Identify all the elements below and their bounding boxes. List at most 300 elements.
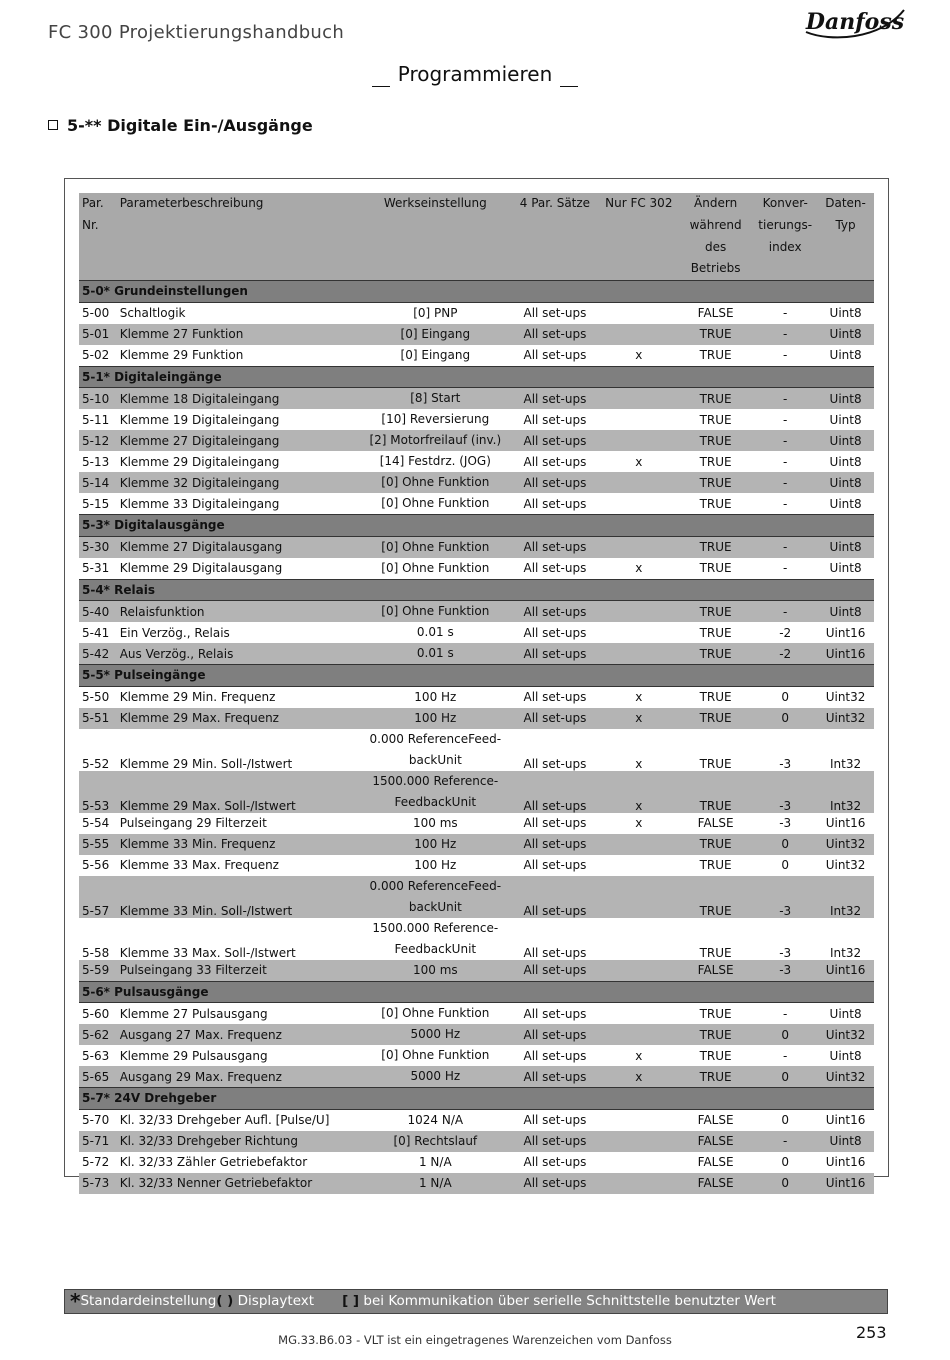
fc302-flag: x <box>635 348 643 363</box>
default-value-line: 1500.000 Reference- <box>372 920 499 935</box>
default-value-line: 0.01 s <box>416 646 454 661</box>
default-value-line: [0] Ohne Funktion <box>381 604 490 619</box>
param-number: 5-50 <box>82 690 110 705</box>
default-value-line: 100 Hz <box>414 857 457 872</box>
data-type: Uint32 <box>825 858 866 873</box>
setups-value: All set-ups <box>523 1113 587 1128</box>
param-number: 5-71 <box>79 1131 117 1152</box>
default-value-line: 100 ms <box>412 962 458 977</box>
left-dash <box>372 86 390 88</box>
param-description: Pulseingang 29 Filterzeit <box>119 816 267 831</box>
conversion-index: 0 <box>781 858 789 873</box>
change-during-operation: TRUE <box>699 348 732 363</box>
fc302-flag <box>600 876 678 918</box>
group-header-row <box>79 366 874 388</box>
default-value-line: [0] Ohne Funktion <box>381 539 490 554</box>
param-number: 5-14 <box>79 472 117 493</box>
change-during-operation: TRUE <box>699 1006 732 1021</box>
fc302-flag: x <box>635 690 643 705</box>
param-number: 5-55 <box>79 834 117 855</box>
table-row <box>79 813 874 834</box>
table-row <box>79 729 874 771</box>
default-value-line: [0] Ohne Funktion <box>381 496 490 511</box>
setups-value: All set-ups <box>510 771 599 813</box>
setups-value: All set-ups <box>523 756 587 771</box>
param-number: 5-42 <box>79 643 117 665</box>
param-number: 5-57 <box>79 876 117 918</box>
default-value-line: FeedbackUnit <box>394 941 477 956</box>
setups-value: All set-ups <box>510 601 599 623</box>
default-value-line: [0] Eingang <box>400 326 471 341</box>
data-type: Uint8 <box>817 601 874 623</box>
param-number: 5-62 <box>79 1024 117 1045</box>
param-number: 5-11 <box>82 412 110 427</box>
change-during-operation: TRUE <box>678 536 753 558</box>
header-fc302: Nur FC 302 <box>600 193 678 281</box>
table-row <box>79 345 874 367</box>
table-row <box>79 324 874 345</box>
group-header-row <box>79 281 874 303</box>
default-value <box>360 1045 510 1066</box>
conversion-index: - <box>753 1131 817 1152</box>
param-description: Klemme 27 Digitaleingang <box>117 430 361 451</box>
data-type: Int32 <box>830 756 862 771</box>
default-value-line: [0] Ohne Funktion <box>381 1006 490 1021</box>
group-title: 5-5* Pulseingänge <box>79 665 874 687</box>
param-description: Klemme 33 Min. Frequenz <box>117 834 361 855</box>
table-body <box>79 281 874 1194</box>
param-number: 5-54 <box>82 816 110 831</box>
legend-paren-text: Displaytext <box>237 1293 315 1309</box>
default-value <box>360 729 510 771</box>
setups-value: All set-ups <box>510 643 599 665</box>
setups-value: All set-ups <box>523 1155 587 1170</box>
default-value <box>360 451 510 472</box>
fc302-flag <box>600 1173 678 1194</box>
default-value <box>360 708 510 729</box>
change-during-operation: TRUE <box>699 756 732 771</box>
param-number: 5-01 <box>79 324 117 345</box>
data-type: Uint8 <box>829 454 862 469</box>
default-value <box>360 388 510 410</box>
default-value <box>360 855 510 876</box>
setups-value: All set-ups <box>510 472 599 493</box>
parameter-table <box>79 193 874 1194</box>
param-number: 5-51 <box>79 708 117 729</box>
fc302-flag: x <box>635 561 643 576</box>
param-number: 5-53 <box>79 771 117 813</box>
default-value-line: 100 Hz <box>414 836 457 851</box>
default-value-line: 1 N/A <box>418 1154 452 1169</box>
data-type: Uint16 <box>825 625 866 640</box>
param-number: 5-10 <box>79 388 117 410</box>
fc302-flag: x <box>600 708 678 729</box>
table-row <box>79 1173 874 1194</box>
table-row <box>79 1066 874 1088</box>
change-during-operation: FALSE <box>678 960 753 982</box>
param-description: Klemme 18 Digitaleingang <box>117 388 361 410</box>
default-value-line: 100 ms <box>412 815 458 830</box>
conversion-index: - <box>753 536 817 558</box>
default-value <box>360 1131 510 1152</box>
table-row <box>79 493 874 515</box>
param-number: 5-15 <box>82 496 110 511</box>
default-value <box>360 302 510 324</box>
param-number: 5-12 <box>79 430 117 451</box>
group-title: 5-4* Relais <box>79 579 874 601</box>
data-type: Uint32 <box>817 708 874 729</box>
default-value-line: [8] Start <box>410 391 461 406</box>
param-description: Pulseingang 33 Filterzeit <box>117 960 361 982</box>
setups-value: All set-ups <box>523 1006 587 1021</box>
setups-value: All set-ups <box>523 690 587 705</box>
conversion-index: - <box>783 1006 788 1021</box>
group-header-row <box>79 579 874 601</box>
fc302-flag: x <box>600 1066 678 1088</box>
change-during-operation: FALSE <box>697 1113 734 1128</box>
default-value-line: 100 Hz <box>414 689 457 704</box>
legend-bar <box>64 1289 888 1314</box>
param-number: 5-59 <box>79 960 117 982</box>
default-value <box>360 876 510 918</box>
setups-value: All set-ups <box>510 876 599 918</box>
change-during-operation: FALSE <box>678 1173 753 1194</box>
setups-value: All set-ups <box>510 1024 599 1045</box>
data-type: Uint8 <box>817 472 874 493</box>
change-during-operation: TRUE <box>699 625 732 640</box>
conversion-index: 0 <box>753 1173 817 1194</box>
change-during-operation: TRUE <box>699 690 732 705</box>
setups-value: All set-ups <box>523 306 587 321</box>
fc302-flag <box>600 388 678 410</box>
param-number: 5-40 <box>79 601 117 623</box>
paren-symbol: ( ) <box>216 1293 234 1309</box>
conversion-index: -3 <box>779 945 792 960</box>
danfoss-logo <box>800 2 910 46</box>
change-during-operation: TRUE <box>699 945 732 960</box>
setups-value: All set-ups <box>523 348 587 363</box>
data-type: Uint8 <box>829 496 862 511</box>
change-during-operation: TRUE <box>699 561 732 576</box>
header-type: Daten- Typ <box>817 193 874 281</box>
default-value-line: 0.000 ReferenceFeed- <box>369 878 502 893</box>
checkbox-square-icon <box>48 120 58 130</box>
default-value <box>360 1024 510 1045</box>
setups-value: All set-ups <box>523 412 587 427</box>
param-description: Klemme 33 Digitaleingang <box>119 496 280 511</box>
data-type: Int32 <box>817 771 874 813</box>
conversion-index: 0 <box>781 1155 789 1170</box>
param-description: Klemme 27 Digitalausgang <box>117 536 361 558</box>
change-during-operation: FALSE <box>697 306 734 321</box>
param-number: 5-02 <box>82 348 110 363</box>
default-value-line: backUnit <box>408 899 462 914</box>
section-title: 5-** Digitale Ein-/Ausgänge <box>67 116 313 135</box>
param-description: Kl. 32/33 Zähler Getriebefaktor <box>119 1155 308 1170</box>
default-value-line: [10] Reversierung <box>381 412 490 427</box>
setups-value: All set-ups <box>523 816 587 831</box>
conversion-index: -2 <box>779 625 792 640</box>
default-value <box>360 622 510 643</box>
table-row <box>79 876 874 918</box>
default-value-line: [0] Ohne Funktion <box>381 475 490 490</box>
change-during-operation: TRUE <box>678 708 753 729</box>
default-value-line: 1500.000 Reference- <box>372 773 499 788</box>
fc302-flag <box>600 536 678 558</box>
param-description: Klemme 27 Pulsausgang <box>119 1006 268 1021</box>
data-type: Uint16 <box>825 816 866 831</box>
setups-value: All set-ups <box>510 1131 599 1152</box>
data-type: Uint8 <box>829 348 862 363</box>
conversion-index: - <box>753 388 817 410</box>
conversion-index: 0 <box>753 1066 817 1088</box>
setups-value: All set-ups <box>510 1066 599 1088</box>
fc302-flag <box>600 430 678 451</box>
data-type: Uint8 <box>817 430 874 451</box>
param-description: Aus Verzög., Relais <box>117 643 361 665</box>
data-type: Uint8 <box>829 412 862 427</box>
default-value <box>360 493 510 515</box>
change-during-operation: FALSE <box>697 1155 734 1170</box>
bracket-symbol: [ ] <box>342 1293 360 1309</box>
change-during-operation: TRUE <box>678 388 753 410</box>
change-during-operation: TRUE <box>678 324 753 345</box>
group-title: 5-7* 24V Drehgeber <box>79 1088 874 1110</box>
param-number: 5-41 <box>82 625 110 640</box>
param-description: Schaltlogik <box>119 306 186 321</box>
fc302-flag <box>600 1152 678 1173</box>
param-description: Relaisfunktion <box>117 601 361 623</box>
star-symbol: * <box>70 1289 81 1313</box>
table-row <box>79 451 874 472</box>
setups-value: All set-ups <box>510 960 599 982</box>
param-description: Klemme 19 Digitaleingang <box>119 412 280 427</box>
fc302-flag <box>600 1003 678 1025</box>
conversion-index: -3 <box>753 876 817 918</box>
conversion-index: - <box>783 348 788 363</box>
fc302-flag: x <box>635 756 643 771</box>
setups-value: All set-ups <box>510 708 599 729</box>
data-type: Uint32 <box>817 1066 874 1088</box>
default-value-line: 1 N/A <box>418 1175 452 1190</box>
data-type: Int32 <box>830 945 862 960</box>
table-row <box>79 918 874 960</box>
data-type: Uint8 <box>829 306 862 321</box>
fc302-flag <box>600 1131 678 1152</box>
change-during-operation: FALSE <box>678 1131 753 1152</box>
default-value <box>360 601 510 623</box>
change-during-operation: TRUE <box>699 858 732 873</box>
table-row <box>79 601 874 623</box>
table-row <box>79 430 874 451</box>
setups-value: All set-ups <box>523 1048 587 1063</box>
fc302-flag <box>600 960 678 982</box>
data-type: Uint8 <box>829 561 862 576</box>
param-description: Kl. 32/33 Nenner Getriebefaktor <box>117 1173 361 1194</box>
group-header-row <box>79 515 874 537</box>
param-number: 5-00 <box>82 306 110 321</box>
chapter-title <box>0 62 950 87</box>
default-value <box>360 324 510 345</box>
fc302-flag: x <box>635 1048 643 1063</box>
param-description: Ausgang 27 Max. Frequenz <box>117 1024 361 1045</box>
setups-value: All set-ups <box>510 324 599 345</box>
param-number: 5-72 <box>82 1155 110 1170</box>
param-description: Klemme 29 Max. Frequenz <box>117 708 361 729</box>
legend-bracket-text: bei Kommunikation über serielle Schnittstelle benutzter Wert <box>363 1293 776 1309</box>
default-value <box>360 536 510 558</box>
table-row <box>79 1003 874 1025</box>
fc302-flag <box>600 1024 678 1045</box>
table-row <box>79 1109 874 1131</box>
conversion-index: -3 <box>753 960 817 982</box>
conversion-index: - <box>783 454 788 469</box>
group-title: 5-1* Digitaleingänge <box>79 366 874 388</box>
param-description: Ein Verzög., Relais <box>119 625 230 640</box>
param-number: 5-30 <box>79 536 117 558</box>
table-row <box>79 708 874 729</box>
default-value <box>360 472 510 493</box>
conversion-index: - <box>753 324 817 345</box>
data-type: Uint32 <box>825 690 866 705</box>
setups-value: All set-ups <box>510 834 599 855</box>
table-row <box>79 409 874 430</box>
data-type: Uint32 <box>817 834 874 855</box>
default-value <box>360 960 510 982</box>
param-number: 5-13 <box>82 454 110 469</box>
fc302-flag <box>600 601 678 623</box>
default-value <box>360 686 510 708</box>
fc302-flag <box>600 1109 678 1131</box>
fc302-flag <box>600 622 678 643</box>
data-type: Uint8 <box>829 1048 862 1063</box>
header-nr: Par. Nr. <box>79 193 117 281</box>
group-header-row <box>79 665 874 687</box>
default-value <box>360 643 510 665</box>
change-during-operation: TRUE <box>699 454 732 469</box>
fc302-flag: x <box>635 816 643 831</box>
default-value-line: 100 Hz <box>414 710 457 725</box>
default-value <box>360 1066 510 1088</box>
data-type: Int32 <box>817 876 874 918</box>
data-type: Uint16 <box>825 1155 866 1170</box>
table-row <box>79 1152 874 1173</box>
table-row <box>79 686 874 708</box>
table-row <box>79 388 874 410</box>
change-during-operation: TRUE <box>678 643 753 665</box>
setups-value: All set-ups <box>523 561 587 576</box>
header-setups: 4 Par. Sätze <box>510 193 599 281</box>
param-description: Klemme 29 Funktion <box>119 348 244 363</box>
param-number: 5-52 <box>82 756 110 771</box>
param-description: Klemme 29 Digitaleingang <box>119 454 280 469</box>
header-change: Ändern während des Betriebs <box>678 193 753 281</box>
fc302-flag <box>600 855 678 876</box>
default-value <box>360 813 510 834</box>
header-default: Werkseinstellung <box>360 193 510 281</box>
chapter-label: Programmieren <box>397 62 553 86</box>
data-type: Uint32 <box>817 1024 874 1045</box>
default-value-line: backUnit <box>408 752 462 767</box>
setups-value: All set-ups <box>510 536 599 558</box>
param-description: Klemme 29 Digitalausgang <box>119 561 283 576</box>
param-number: 5-70 <box>82 1113 110 1128</box>
legend-star-text: Standardeinstellung <box>80 1293 217 1309</box>
param-description: Klemme 27 Funktion <box>117 324 361 345</box>
table-row <box>79 1045 874 1066</box>
group-title: 5-6* Pulsausgänge <box>79 981 874 1003</box>
conversion-index: -3 <box>779 816 792 831</box>
fc302-flag <box>600 643 678 665</box>
fc302-flag: x <box>635 454 643 469</box>
param-number: 5-63 <box>82 1048 110 1063</box>
change-during-operation: TRUE <box>678 1066 753 1088</box>
conversion-index: 0 <box>781 690 789 705</box>
setups-value: All set-ups <box>523 454 587 469</box>
table-row <box>79 960 874 982</box>
default-value <box>360 1003 510 1025</box>
conversion-index: - <box>783 1048 788 1063</box>
conversion-index: - <box>783 306 788 321</box>
default-value-line: [0] Ohne Funktion <box>381 1048 490 1063</box>
data-type: Uint16 <box>817 643 874 665</box>
default-value <box>360 771 510 813</box>
header-description: Parameterbeschreibung <box>117 193 361 281</box>
data-type: Uint16 <box>817 1173 874 1194</box>
header-conversion: Konver- tierungs- index <box>753 193 817 281</box>
param-number: 5-73 <box>79 1173 117 1194</box>
data-type: Uint8 <box>817 388 874 410</box>
table-row <box>79 771 874 813</box>
setups-value: All set-ups <box>523 625 587 640</box>
table-row <box>79 1131 874 1152</box>
fc302-flag <box>600 834 678 855</box>
default-value <box>360 345 510 367</box>
param-description: Klemme 33 Min. Soll-/Istwert <box>117 876 361 918</box>
fc302-flag <box>600 472 678 493</box>
default-value <box>360 430 510 451</box>
change-during-operation: TRUE <box>678 876 753 918</box>
change-during-operation: TRUE <box>699 412 732 427</box>
param-description: Ausgang 29 Max. Frequenz <box>117 1066 361 1088</box>
data-type: Uint8 <box>817 1131 874 1152</box>
table-row <box>79 472 874 493</box>
default-value <box>360 918 510 960</box>
table-row <box>79 622 874 643</box>
footer-text: MG.33.B6.03 - VLT ist ein eingetragenes Warenzeichen vom Danfoss <box>278 1333 672 1347</box>
change-during-operation: TRUE <box>699 1048 732 1063</box>
fc302-flag: x <box>600 771 678 813</box>
change-during-operation: TRUE <box>699 496 732 511</box>
setups-value: All set-ups <box>510 388 599 410</box>
table-row <box>79 1024 874 1045</box>
conversion-index: - <box>783 412 788 427</box>
data-type: Uint8 <box>817 324 874 345</box>
default-value <box>360 558 510 580</box>
conversion-index: 0 <box>753 834 817 855</box>
default-value <box>360 1152 510 1173</box>
fc302-flag <box>600 302 678 324</box>
default-value <box>360 1173 510 1194</box>
conversion-index: 0 <box>753 1024 817 1045</box>
default-value-line: 1024 N/A <box>407 1112 464 1127</box>
change-during-operation: TRUE <box>678 601 753 623</box>
fc302-flag <box>600 409 678 430</box>
table-row <box>79 558 874 580</box>
setups-value: All set-ups <box>523 496 587 511</box>
param-description: Klemme 29 Pulsausgang <box>119 1048 268 1063</box>
change-during-operation: TRUE <box>678 771 753 813</box>
